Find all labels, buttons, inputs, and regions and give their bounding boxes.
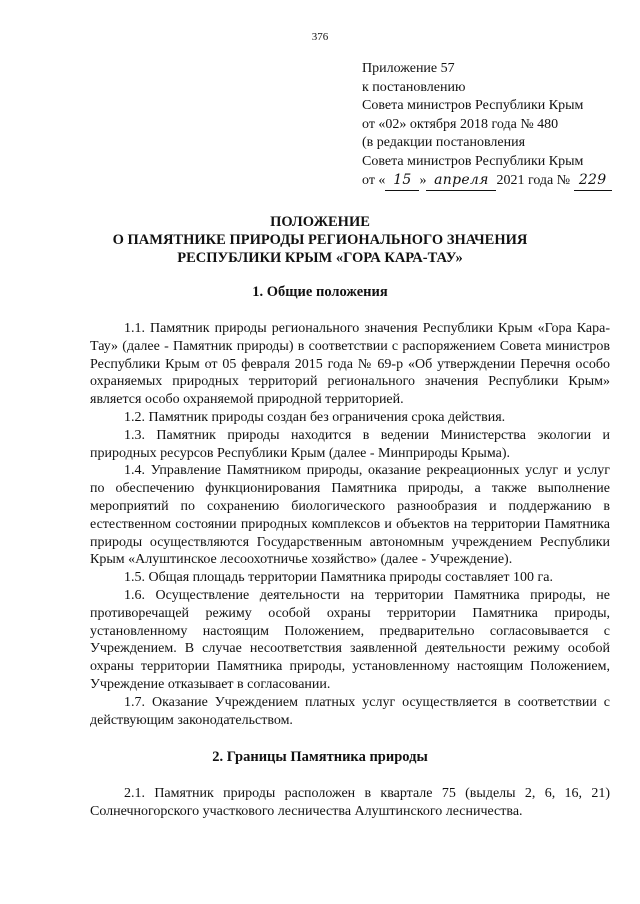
appendix-block <box>362 60 612 191</box>
date-year: 2021 года № <box>496 173 571 188</box>
handwritten-day: 15 <box>385 171 419 191</box>
appendix-line: к постановлению <box>362 79 466 95</box>
section-2-heading: 2. Границы Памятника природы <box>212 749 428 765</box>
paragraph: 1.5. Общая площадь территории Памятника природы составляет 100 га. <box>124 570 553 586</box>
date-quote: » <box>419 173 427 188</box>
paragraph: 1.4. Управление Памятником природы, оказание рекреационных услуг и услуг по обеспечению функционирования Памятника природы, а также выполнение мероприятий по сохранению биологического разнообразия и поддержанию в естественном состоянии природных комплексов и объектов на территории Памятника природы осуществляются Государственным автономным учреждением Республики Крым «Алуштинское лесоохотничье хозяйство» (далее - Учреждение). <box>90 463 610 568</box>
appendix-line: Совета министров Республики Крым <box>362 153 584 169</box>
handwritten-month: апреля <box>426 171 496 191</box>
section-1-body <box>90 320 610 729</box>
section-2-body <box>90 785 610 821</box>
date-prefix: от « <box>362 173 386 188</box>
handwritten-number: 229 <box>574 171 612 191</box>
paragraph: 1.2. Памятник природы создан без ограничения срока действия. <box>124 409 506 425</box>
title-line: РЕСПУБЛИКИ КРЫМ «ГОРА КАРА-ТАУ» <box>177 250 463 266</box>
title-line: ПОЛОЖЕНИЕ <box>270 214 370 230</box>
title-line: О ПАМЯТНИКЕ ПРИРОДЫ РЕГИОНАЛЬНОГО ЗНАЧЕНИЯ <box>112 232 528 248</box>
appendix-date-line <box>362 171 612 191</box>
paragraph: 1.7. Оказание Учреждением платных услуг осуществляется в соответствии с действующим законодательством. <box>90 694 610 728</box>
document-title <box>0 213 640 267</box>
paragraph: 1.6. Осуществление деятельности на территории Памятника природы, не противоречащей режиму особой охраны территории Памятника природы, установленному настоящим Положением, предварительно согласовывается с Учреждением. В случае несоответствия заявленной деятельности режиму особой охраны территории Памятника природы, установленному настоящим Положением, Учреждение отказывает в согласовании. <box>90 587 610 692</box>
paragraph: 2.1. Памятник природы расположен в квартале 75 (выделы 2, 6, 16, 21) Солнечногорского участкового лесничества Алуштинского лесничества. <box>90 786 610 819</box>
appendix-line: (в редакции постановления <box>362 135 526 150</box>
page-number: 376 <box>311 31 329 43</box>
paragraph: 1.3. Памятник природы находится в ведении Министерства экологии и природных ресурсов Республики Крым (далее - Минприроды Крыма). <box>90 427 610 461</box>
appendix-line: от «02» октября 2018 года № 480 <box>362 116 559 132</box>
section-1-heading: 1. Общие положения <box>252 284 388 300</box>
paragraph: 1.1. Памятник природы регионального значения Республики Крым «Гора Кара-Тау» (далее - Памятник природы) в соответствии с распоряжением Совета министров Республики Крым от 05 февраля 2015 года № 69-р «Об утверждении Перечня особо охраняемых природных территорий регионального значения Республики Крым» является особо охраняемой природной территорией. <box>90 321 610 408</box>
appendix-line: Совета министров Республики Крым <box>362 98 584 113</box>
appendix-line: Приложение 57 <box>362 61 455 76</box>
